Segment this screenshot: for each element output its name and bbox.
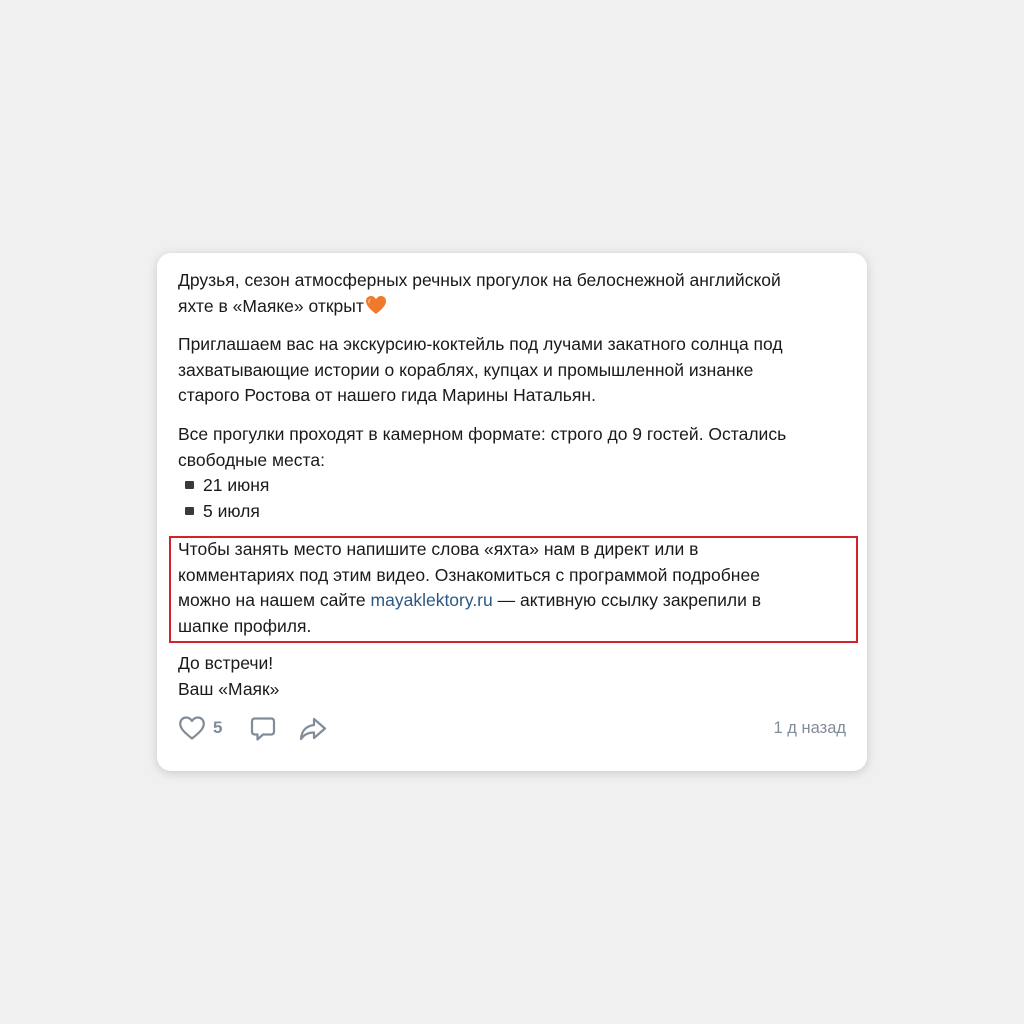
share-button[interactable] [298,715,328,743]
like-button[interactable] [178,715,222,741]
post-invitation [178,332,850,409]
comment-button[interactable] [249,715,277,743]
heart-outline-icon [178,715,206,741]
post-footer [178,715,846,745]
comment-icon [249,715,277,743]
calendar-bullet-icon [185,507,194,515]
post-availability [178,422,850,524]
date-label: 21 июня [203,475,270,495]
post-signoff [178,651,850,702]
post-card [157,253,867,771]
heart-emoji-icon [365,295,387,315]
text-line [178,294,850,320]
text-line [178,588,850,614]
text-fragment: можно на нашем сайте [178,590,371,610]
share-arrow-icon [298,715,328,743]
text-fragment: яхте в «Маяке» открыт [178,295,364,316]
post-timestamp: 1 д назад [773,719,846,737]
website-link[interactable]: mayaklektory.ru [370,590,493,610]
post-booking-info [178,537,850,639]
like-count: 5 [213,718,223,737]
text-line: Приглашаем вас на экскурсию-коктейль под лучами закатного солнца под [178,334,783,354]
text-line: комментариях под этим видео. Ознакомиться с программой подробнее [178,564,760,585]
text-line: Ваш «Маяк» [178,678,280,699]
text-line: захватывающие истории о кораблях, купцах и промышленной изнанке [178,359,754,380]
text-line: Друзья, сезон атмосферных речных прогулок на белоснежной английской [178,270,781,290]
text-line: свободные места: [178,449,325,470]
text-line: До встречи! [178,653,274,673]
date-label: 5 июля [203,500,260,521]
text-fragment: — активную ссылку закрепили в [492,590,762,610]
date-item [178,473,850,499]
text-line: Чтобы занять место напишите слова «яхта» нам в директ или в [178,539,699,559]
text-line: Все прогулки проходят в камерном формате: строго до 9 гостей. Остались [178,424,787,444]
text-line: шапке профиля. [178,615,312,636]
calendar-bullet-icon [185,481,194,489]
date-item [178,499,850,525]
post-intro [178,268,850,319]
text-line: старого Ростова от нашего гида Марины Натальян. [178,385,596,405]
